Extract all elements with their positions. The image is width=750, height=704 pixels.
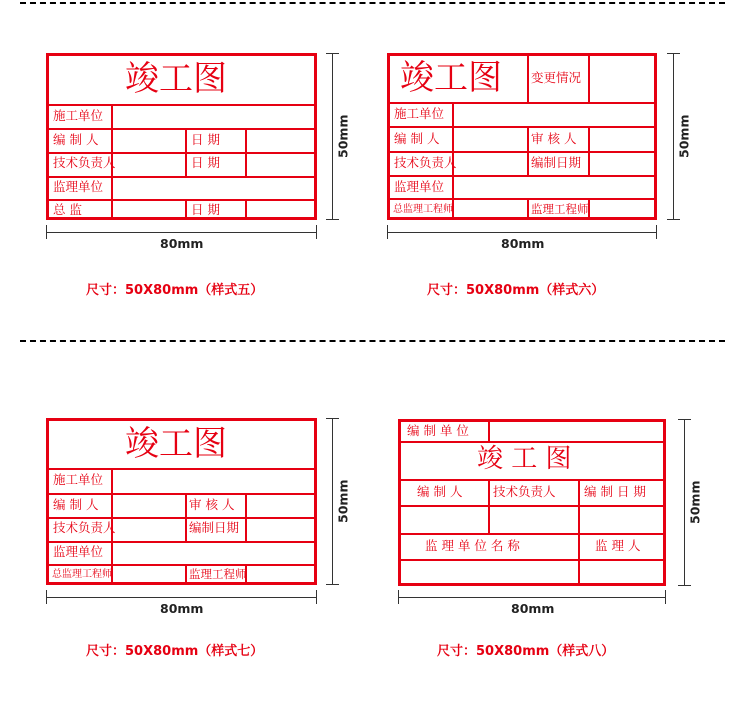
stamp-title: 竣工图 (125, 424, 227, 464)
label-reviewer: 审 核 人 (189, 497, 235, 512)
stamp-style-8 (398, 419, 666, 586)
dashed-separator-top (20, 2, 725, 4)
label-chief: 总 监 (53, 202, 82, 217)
stamp-style-6 (387, 53, 657, 220)
caption-style-7: 尺寸：50X80mm（样式七） (86, 644, 264, 659)
height-dimension-line (673, 53, 674, 220)
label-supervision-unit-name: 监 理 单 位 名 称 (425, 538, 520, 553)
label-supervisor: 监 理 人 (595, 538, 641, 553)
height-label: 50mm (676, 114, 692, 158)
dashed-separator-middle (20, 340, 725, 342)
label-tech-lead: 技术负责人 (394, 155, 457, 170)
width-label: 80mm (501, 236, 545, 251)
height-dimension-line (332, 53, 333, 220)
width-label: 80mm (160, 601, 204, 616)
label-chief-engineer: 总监理工程师 (52, 569, 112, 580)
label-engineer: 监理工程师 (189, 567, 247, 581)
label-tech-lead: 技术负责人 (493, 484, 556, 499)
label-compile-unit: 编 制 单 位 (407, 423, 469, 438)
width-label: 80mm (160, 236, 204, 251)
stamp-title: 竣工图 (400, 58, 502, 98)
width-dimension-line (398, 597, 666, 598)
caption-style-6: 尺寸：50X80mm（样式六） (427, 283, 605, 298)
stamp-style-5 (46, 53, 317, 220)
height-label: 50mm (687, 480, 703, 524)
label-compiler: 编 制 人 (53, 497, 99, 512)
label-compile-date: 编 制 日 期 (584, 484, 646, 499)
label-date: 日 期 (191, 155, 220, 170)
label-tech-lead: 技术负责人 (53, 520, 116, 535)
caption-style-8: 尺寸：50X80mm（样式八） (437, 644, 615, 659)
label-date: 日 期 (191, 132, 220, 147)
width-dimension-line (46, 232, 317, 233)
label-supervision-unit: 监理单位 (394, 179, 445, 194)
label-tech-lead: 技术负责人 (53, 155, 116, 170)
label-compile-date: 编制日期 (531, 155, 582, 170)
label-engineer: 监理工程师 (531, 202, 589, 216)
label-change: 变更情况 (531, 70, 582, 85)
label-compiler: 编 制 人 (53, 132, 99, 147)
stamp-title: 竣 工 图 (477, 444, 572, 474)
height-dimension-line (684, 419, 685, 586)
width-dimension-line (46, 597, 317, 598)
label-construction-unit: 施工单位 (53, 108, 104, 123)
label-date: 日 期 (191, 202, 220, 217)
width-dimension-line (387, 232, 657, 233)
label-compile-date: 编制日期 (189, 520, 240, 535)
label-compiler: 编 制 人 (394, 131, 440, 146)
height-dimension-line (332, 418, 333, 585)
label-construction-unit: 施工单位 (53, 472, 104, 487)
label-supervision-unit: 监理单位 (53, 179, 104, 194)
stamp-title: 竣工图 (125, 59, 227, 99)
label-compiler: 编 制 人 (417, 484, 463, 499)
height-label: 50mm (335, 479, 351, 523)
label-reviewer: 审 核 人 (531, 131, 577, 146)
label-chief-engineer: 总监理工程师 (393, 204, 453, 215)
width-label: 80mm (511, 601, 555, 616)
caption-style-5: 尺寸：50X80mm（样式五） (86, 283, 264, 298)
label-construction-unit: 施工单位 (394, 106, 445, 121)
height-label: 50mm (335, 114, 351, 158)
label-supervision-unit: 监理单位 (53, 544, 104, 559)
stamp-style-7 (46, 418, 317, 585)
